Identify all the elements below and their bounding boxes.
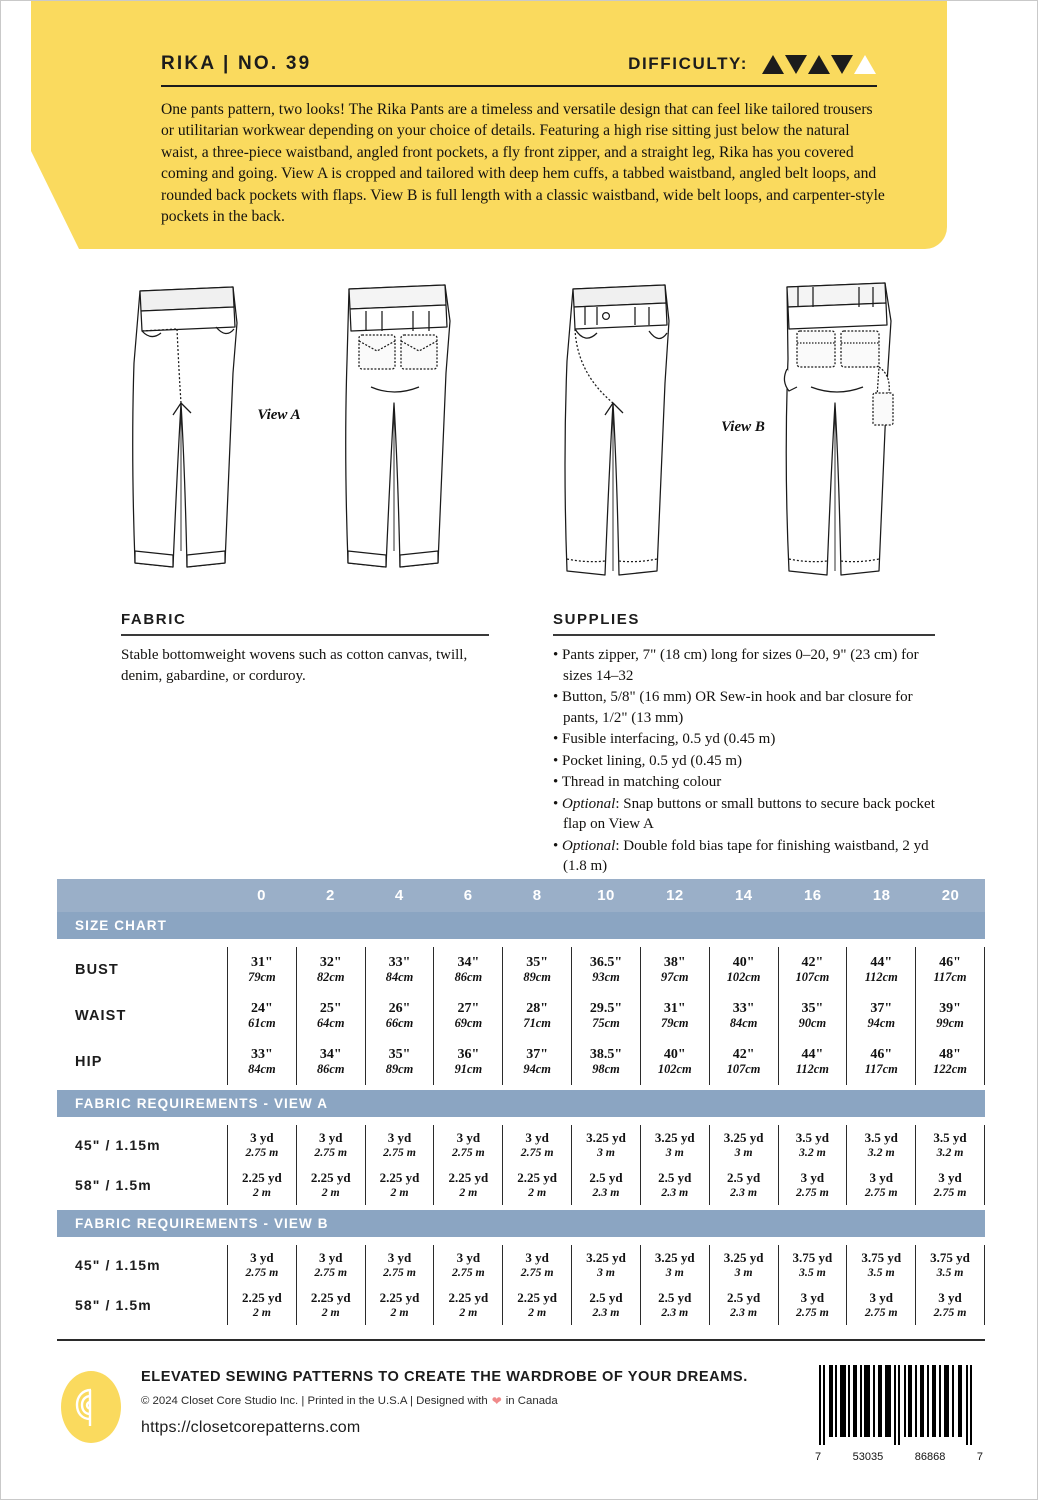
fabric-cell: 2.25 yd 2 m <box>433 1285 502 1325</box>
measurement-cell: 46" 117cm <box>846 1039 915 1085</box>
fabric-cell: 3 yd 2.75 m <box>778 1285 847 1325</box>
line-drawings-svg <box>1 263 1038 603</box>
fabric-body: Stable bottomweight wovens such as cotton canvas, twill, denim, gabardine, or corduroy. <box>121 647 468 684</box>
fabric-cell: 2.25 yd 2 m <box>227 1285 296 1325</box>
technical-drawings <box>1 263 1038 603</box>
list-item: • Fusible interfacing, 0.5 yd (0.45 m) <box>553 731 776 747</box>
fabric-cell: 2.25 yd 2 m <box>296 1285 365 1325</box>
fabric-cell: 2.25 yd 2 m <box>433 1165 502 1205</box>
supplies-section <box>553 611 935 878</box>
measurement-cell: 38.5" 98cm <box>571 1039 640 1085</box>
table-row <box>57 1125 985 1165</box>
table-row <box>57 1245 985 1285</box>
size-header-cell: 18 <box>872 887 891 904</box>
fabric-cell: 3 yd 2.75 m <box>296 1125 365 1165</box>
fabric-cell: 3.75 yd 3.5 m <box>778 1245 847 1285</box>
view-a-back-illustration <box>346 285 450 567</box>
header-divider <box>161 85 877 87</box>
measurement-cell: 28" 71cm <box>502 993 571 1039</box>
fabric-requirements-view-b-band: FABRIC REQUIREMENTS - VIEW B <box>57 1210 985 1237</box>
list-item: • Optional: Double fold bias tape for finishing waistband, 2 yd (1.8 m) <box>553 837 929 874</box>
fabric-cell: 3 yd 2.75 m <box>296 1245 365 1285</box>
size-header-cell: 10 <box>597 887 615 904</box>
measurement-cell: 33" 84cm <box>365 947 434 993</box>
measurement-cell: 40" 102cm <box>640 1039 709 1085</box>
measurement-cell: 38" 97cm <box>640 947 709 993</box>
row-label: HIP <box>75 1054 103 1070</box>
fabric-cell: 3 yd 2.75 m <box>433 1125 502 1165</box>
measurement-cell: 29.5" 75cm <box>571 993 640 1039</box>
copyright-text: © 2024 Closet Core Studio Inc. | Printed in the U.S.A | Designed with <box>141 1395 488 1407</box>
measurement-cell: 34" 86cm <box>296 1039 365 1085</box>
fabric-requirements-view-a-band: FABRIC REQUIREMENTS - VIEW A <box>57 1090 985 1117</box>
size-header-cell: 12 <box>666 887 684 904</box>
fabric-cell: 3 yd 2.75 m <box>846 1285 915 1325</box>
size-header-cell: 4 <box>394 887 404 904</box>
fabric-cell: 2.5 yd 2.3 m <box>709 1285 778 1325</box>
table-row <box>57 1039 985 1085</box>
measurement-cell: 46" 117cm <box>915 947 985 993</box>
logo-spiral-icon <box>73 1384 109 1430</box>
row-label: BUST <box>75 962 119 978</box>
measurement-cell: 44" 112cm <box>778 1039 847 1085</box>
measurement-cell: 42" 107cm <box>778 947 847 993</box>
row-label: 45" / 1.15m <box>75 1257 161 1273</box>
fabric-cell: 3.5 yd 3.2 m <box>778 1125 847 1165</box>
header-banner <box>1 1 1038 253</box>
barcode-svg <box>813 1363 985 1449</box>
fabric-cell: 3.25 yd 3 m <box>709 1125 778 1165</box>
fabric-cell: 3 yd 2.75 m <box>778 1165 847 1205</box>
list-item: • Optional: Snap buttons or small buttons to secure back pocket flap on View A <box>553 795 935 832</box>
difficulty-label: DIFFICULTY: <box>628 54 748 73</box>
fabric-cell: 2.25 yd 2 m <box>502 1285 571 1325</box>
fabric-cell: 3 yd 2.75 m <box>846 1165 915 1205</box>
fabric-cell: 2.5 yd 2.3 m <box>640 1285 709 1325</box>
fabric-cell: 2.25 yd 2 m <box>365 1165 434 1205</box>
measurement-cell: 36" 91cm <box>433 1039 502 1085</box>
difficulty-triangle-up-icon <box>808 55 830 74</box>
difficulty-triangle-down-icon <box>831 55 853 74</box>
supplies-list <box>553 645 935 877</box>
measurement-cell: 35" 89cm <box>365 1039 434 1085</box>
measurement-cell: 25" 64cm <box>296 993 365 1039</box>
fabric-cell: 2.5 yd 2.3 m <box>571 1165 640 1205</box>
measurement-cell: 37" 94cm <box>846 993 915 1039</box>
fabric-cell: 3 yd 2.75 m <box>915 1285 985 1325</box>
measurement-cell: 26" 66cm <box>365 993 434 1039</box>
difficulty-triangle-up-empty-icon <box>854 55 876 74</box>
measurement-cell: 31" 79cm <box>640 993 709 1039</box>
view-b-front-illustration <box>565 285 669 575</box>
measurement-cell: 27" 69cm <box>433 993 502 1039</box>
difficulty-triangle-down-icon <box>785 55 807 74</box>
list-item: • Pants zipper, 7" (18 cm) long for sizes 0–20, 9" (23 cm) for sizes 14–32 <box>553 647 919 684</box>
view-b-back-illustration <box>784 283 893 575</box>
measurement-cell: 36.5" 93cm <box>571 947 640 993</box>
measurement-cell: 32" 82cm <box>296 947 365 993</box>
fabric-cell: 2.25 yd 2 m <box>296 1165 365 1205</box>
fabric-cell: 3 yd 2.75 m <box>502 1245 571 1285</box>
view-a-front-illustration <box>133 287 237 567</box>
table-row <box>57 993 985 1039</box>
row-label: 45" / 1.15m <box>75 1137 161 1153</box>
measurement-cell: 44" 112cm <box>846 947 915 993</box>
size-header-cell: 14 <box>735 887 753 904</box>
footer <box>57 1363 985 1473</box>
fabric-cell: 3.25 yd 3 m <box>709 1245 778 1285</box>
barcode-digit: 7 <box>815 1451 822 1463</box>
size-and-fabric-table <box>57 879 985 1325</box>
fabric-cell: 3 yd 2.75 m <box>227 1245 296 1285</box>
list-item: • Button, 5/8" (16 mm) OR Sew-in hook and bar closure for pants, 1/2" (13 mm) <box>553 689 913 726</box>
fabric-cell: 2.5 yd 2.3 m <box>571 1285 640 1325</box>
difficulty-triangle-up-icon <box>762 55 784 74</box>
fabric-cell: 3 yd 2.75 m <box>365 1125 434 1165</box>
heart-icon: ❤ <box>491 1394 502 1408</box>
table-row <box>57 947 985 993</box>
closet-core-logo-icon <box>61 1371 121 1443</box>
measurement-cell: 34" 86cm <box>433 947 502 993</box>
fabric-cell: 2.5 yd 2.3 m <box>709 1165 778 1205</box>
fabric-cell: 3 yd 2.75 m <box>365 1245 434 1285</box>
view-b-label: View B <box>721 419 765 435</box>
size-header-cell: 6 <box>463 887 473 904</box>
copyright-text-after: in Canada <box>505 1395 558 1407</box>
fabric-cell: 2.25 yd 2 m <box>502 1165 571 1205</box>
measurement-cell: 40" 102cm <box>709 947 778 993</box>
fabric-cell: 2.25 yd 2 m <box>227 1165 296 1205</box>
measurement-cell: 35" 89cm <box>502 947 571 993</box>
footer-copyright <box>141 1394 761 1408</box>
measurement-cell: 24" 61cm <box>227 993 296 1039</box>
size-chart-band: SIZE CHART <box>57 912 985 939</box>
supplies-heading: SUPPLIES <box>553 611 640 628</box>
measurement-cell: 33" 84cm <box>227 1039 296 1085</box>
measurement-cell: 39" 99cm <box>915 993 985 1039</box>
barcode-digit: 53035 <box>852 1451 884 1463</box>
size-header-spacer <box>57 879 227 912</box>
fabric-cell: 3.5 yd 3.2 m <box>846 1125 915 1165</box>
fabric-cell: 3.75 yd 3.5 m <box>846 1245 915 1285</box>
difficulty-indicator <box>628 54 876 74</box>
measurement-cell: 31" 79cm <box>227 947 296 993</box>
page-title: RIKA | NO. 39 <box>161 53 312 74</box>
list-item: • Thread in matching colour <box>553 774 722 790</box>
fabric-cell: 3 yd 2.75 m <box>915 1165 985 1205</box>
size-header-cell: 0 <box>257 887 266 904</box>
measurement-cell: 33" 84cm <box>709 993 778 1039</box>
fabric-cell: 2.5 yd 2.3 m <box>640 1165 709 1205</box>
fabric-heading: FABRIC <box>121 611 187 628</box>
footer-divider <box>57 1339 985 1341</box>
website-url[interactable]: https://closetcorepatterns.com <box>141 1419 361 1436</box>
fabric-cell: 3 yd 2.75 m <box>433 1245 502 1285</box>
footer-tagline: ELEVATED SEWING PATTERNS TO CREATE THE WARDROBE OF YOUR DREAMS. <box>141 1369 748 1385</box>
row-label: 58" / 1.5m <box>75 1297 152 1313</box>
fabric-cell: 3 yd 2.75 m <box>227 1125 296 1165</box>
pattern-description: One pants pattern, two looks! The Rika Pants are a timeless and versatile design that can feel like tailored trousers or utilitarian workwear depending on your choice of details. Featuring a high rise sitting just below the natural waist, a three-piece waistband, angled front pockets, a fly front zipper, and a straight leg, Rika has you covered coming and going. View A is cropped and tailored with deep hem cuffs, a tabbed waistband, angled belt loops, and rounded back pockets with flaps. View B is full length with a classic waistband, wide belt loops, and carpenter-style pockets in the back. <box>161 101 885 226</box>
size-header-cell: 8 <box>532 887 542 904</box>
row-label: WAIST <box>75 1008 127 1024</box>
fabric-cell: 3.5 yd 3.2 m <box>915 1125 985 1165</box>
barcode-bars <box>813 1363 985 1449</box>
barcode-digit: 86868 <box>914 1451 946 1463</box>
table-row <box>57 1285 985 1325</box>
size-header-cell: 2 <box>325 887 335 904</box>
fabric-cell: 3.25 yd 3 m <box>640 1245 709 1285</box>
fabric-cell: 3.25 yd 3 m <box>640 1125 709 1165</box>
fabric-cell: 3 yd 2.75 m <box>502 1125 571 1165</box>
row-label: 58" / 1.5m <box>75 1177 152 1193</box>
measurement-cell: 48" 122cm <box>915 1039 985 1085</box>
fabric-cell: 3.75 yd 3.5 m <box>915 1245 985 1285</box>
size-header-cell: 20 <box>941 887 960 904</box>
measurement-cell: 37" 94cm <box>502 1039 571 1085</box>
fabric-cell: 3.25 yd 3 m <box>571 1125 640 1165</box>
fabric-divider <box>121 634 489 636</box>
table-size-header-row <box>57 879 985 912</box>
measurement-cell: 35" 90cm <box>778 993 847 1039</box>
fabric-cell: 3.25 yd 3 m <box>571 1245 640 1285</box>
fabric-section <box>121 611 489 686</box>
fabric-cell: 2.25 yd 2 m <box>365 1285 434 1325</box>
list-item: • Pocket lining, 0.5 yd (0.45 m) <box>553 752 743 769</box>
barcode-digit: 7 <box>976 1451 983 1463</box>
supplies-divider <box>553 634 935 636</box>
size-header-cell: 16 <box>803 887 822 904</box>
measurement-cell: 42" 107cm <box>709 1039 778 1085</box>
barcode <box>813 1363 985 1463</box>
view-a-label: View A <box>257 407 301 423</box>
barcode-digits <box>813 1451 985 1463</box>
table-row <box>57 1165 985 1205</box>
